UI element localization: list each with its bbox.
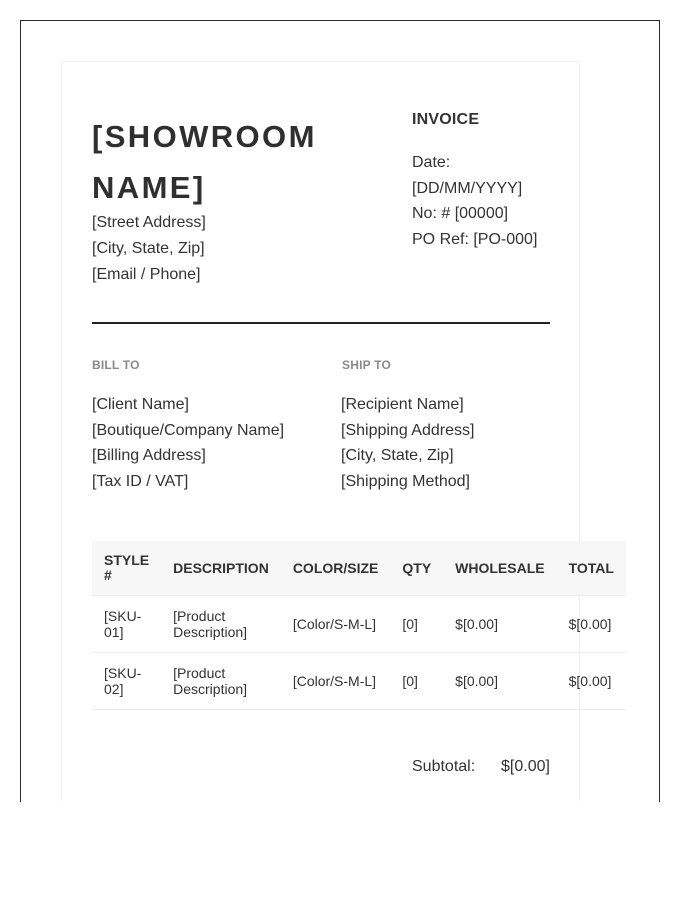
cell-color-size: [Color/S-M-L] [281, 653, 391, 710]
company-name: [Boutique/Company Name] [92, 421, 285, 439]
subtotal-value: $[0.00] [501, 758, 550, 775]
cell-total: $[0.00] [557, 596, 626, 653]
bill-to-block [92, 392, 284, 494]
cell-style: [SKU-02] [92, 653, 161, 710]
header-divider [92, 322, 550, 324]
date-value: [DD/MM/YYYY] [412, 179, 523, 197]
bill-to-label: BILL TO [92, 358, 140, 372]
ship-to-block [341, 392, 474, 494]
column-header-description: DESCRIPTION [161, 541, 281, 596]
cell-total: $[0.00] [557, 653, 626, 710]
invoice-number: No: # [00000] [412, 205, 509, 222]
cell-color-size: [Color/S-M-L] [281, 596, 391, 653]
date-label: Date: [412, 154, 451, 171]
showroom-name: [SHOWROOM NAME] [92, 119, 317, 205]
email-phone: [Email / Phone] [92, 266, 201, 283]
column-header-wholesale: WHOLESALE [443, 541, 556, 596]
shipping-method: [Shipping Method] [341, 472, 470, 490]
cell-qty: [0] [390, 596, 443, 653]
client-name: [Client Name] [92, 396, 189, 413]
column-header-total: TOTAL [557, 541, 626, 596]
invoice-title: INVOICE [412, 111, 480, 128]
cell-description: [Product Description] [161, 596, 281, 653]
table-row [92, 596, 626, 653]
invoice-meta [412, 150, 537, 252]
cell-wholesale: $[0.00] [443, 653, 556, 710]
column-header-color-size: COLOR/SIZE [281, 541, 391, 596]
ship-to-label: SHIP TO [342, 358, 391, 372]
cell-style: [SKU-01] [92, 596, 161, 653]
subtotal-label: Subtotal: [412, 758, 476, 775]
recipient-name: [Recipient Name] [341, 396, 464, 413]
tax-id: [Tax ID / VAT] [92, 472, 189, 490]
cell-qty: [0] [390, 653, 443, 710]
billing-address: [Billing Address] [92, 447, 206, 464]
city-state-zip: [City, State, Zip] [92, 240, 205, 257]
shipping-address: [Shipping Address] [341, 421, 475, 439]
table-header-row [92, 541, 626, 596]
line-items-table [92, 541, 626, 710]
street-address: [Street Address] [92, 214, 206, 231]
cell-wholesale: $[0.00] [443, 596, 556, 653]
ship-city-state-zip: [City, State, Zip] [341, 447, 454, 464]
column-header-qty: QTY [390, 541, 443, 596]
po-reference: PO Ref: [PO-000] [412, 230, 538, 248]
column-header-style: STYLE # [92, 541, 161, 596]
cell-description: [Product Description] [161, 653, 281, 710]
showroom-address [92, 210, 206, 288]
table-row [92, 653, 626, 710]
